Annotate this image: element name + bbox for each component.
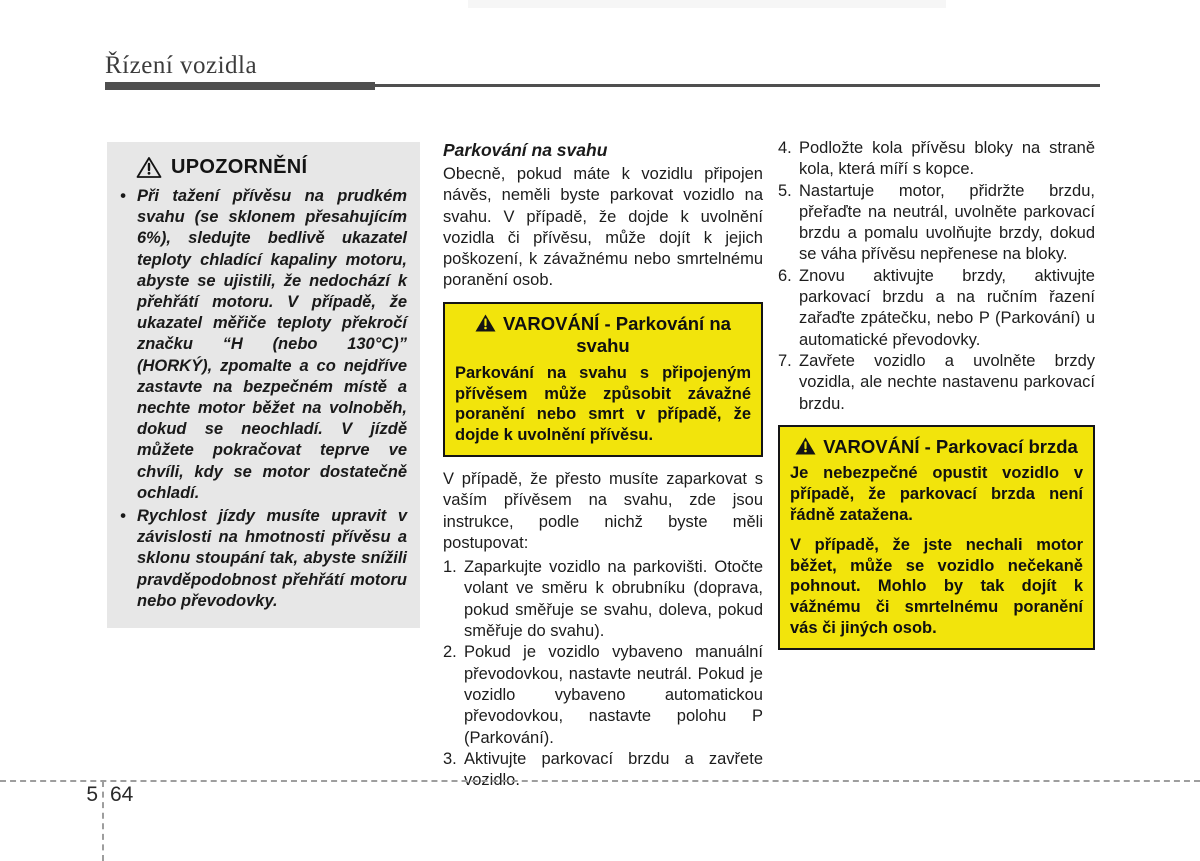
list-item xyxy=(778,181,1095,266)
list-item xyxy=(120,506,407,612)
caution-bullet-text: Rychlost jízdy musíte upravit v závislosti na hmotnosti přívěsu a sklonu stoupání tak, abyste snížili pravděpodobnost přehřátí motoru nebo převodovky. xyxy=(137,507,407,610)
step-text: Znovu aktivujte brzdy, aktivujte parkovací brzdu a na ručním řazení zařaďte zpátečku, nebo P (Parkování) u automatické převodovky. xyxy=(799,266,1095,349)
numbered-list xyxy=(443,557,763,791)
bullet-marker: • xyxy=(120,507,126,526)
warning-box-parking-brake xyxy=(778,425,1095,650)
warning-title xyxy=(790,436,1083,459)
warning-title xyxy=(455,313,751,358)
warning-title-text: VAROVÁNÍ - Parkování na svahu xyxy=(503,312,731,357)
step-text: Pokud je vozidlo vybaveno manuální převodovkou, nastavte neutrál. Pokud je vozidlo vybaveno automatickou převodovkou, nastavte polohu P (Parkování). xyxy=(464,643,763,747)
step-text: Aktivujte parkovací brzdu a zavřete vozidlo. xyxy=(464,749,763,790)
step-number: 6. xyxy=(778,266,792,285)
list-item xyxy=(120,186,407,504)
warning-box-parking-slope xyxy=(443,302,763,457)
step-text: Nastartuje motor, přidržte brzdu, přeřaďte na neutrál, uvolněte parkovací brzdu a pomalu uvolňujte brzdy, dokud se váha přívěsu nepřenese na bloky. xyxy=(799,181,1095,264)
caution-box-title xyxy=(120,156,407,179)
list-item xyxy=(443,642,763,748)
list-item xyxy=(778,351,1095,415)
list-item xyxy=(443,749,763,792)
cut-mark-vertical xyxy=(102,781,104,861)
warning-body-text: Parkování na svahu s připojeným přívěsem může způsobit závažné poranění nebo smrt v případě, že dojde k uvolnění přívěsu. xyxy=(455,363,751,445)
step-number: 4. xyxy=(778,139,792,157)
list-item xyxy=(778,138,1095,181)
step-number: 1. xyxy=(443,558,457,577)
paragraph: V případě, že přesto musíte zaparkovat s vaším přívěsem na svahu, zde jsou instrukce, podle nichž byste měli postupovat: xyxy=(443,469,763,552)
chapter-number: 5 xyxy=(86,783,98,806)
bullet-marker: • xyxy=(120,187,126,205)
caution-box xyxy=(107,142,420,628)
header-rule-thin xyxy=(375,84,1100,87)
caution-bullet-text: Při tažení přívěsu na prudkém svahu (se sklonem přesahujícím 6%), sledujte bedlivě ukazatel teploty chladící kapaliny motoru, abyste se ujistili, že nedochází k přehřátí motoru. V případě, že ukazatel měřiče teploty překročí značku “H (nebo 130°C)” (HORKÝ), zpomalte a co nejdříve zastavte na bezpečném místě a nechte motor běžet na volnoběh, dokud se neochladí. V jízdě můžete pokračovat teprve ve chvíli, kdy se motor dostatečně ochladí. xyxy=(137,187,407,502)
section-heading: Parkování na svahu xyxy=(443,140,608,160)
caution-title-text: UPOZORNĚNÍ xyxy=(171,156,308,178)
right-column xyxy=(778,138,1095,662)
step-number: 7. xyxy=(778,351,792,370)
scan-artifact-band xyxy=(468,0,946,8)
middle-column xyxy=(443,140,763,791)
paragraph: Obecně, pokud máte k vozidlu připojen návěs, neměli byste parkovat vozidlo na svahu. V případě, že dojde k uvolnění vozidla či přívěsu, může dojít k jejich poškození, k závažnému nebo smrtelnému poranění osob. xyxy=(443,165,763,290)
step-text: Zaparkujte vozidlo na parkovišti. Otočte volant ve směru k obrubníku (doprava, pokud směřuje se svahu, doleva, pokud směřuje do svahu). xyxy=(464,558,763,641)
header-rule-thick xyxy=(105,82,375,90)
step-number: 3. xyxy=(443,749,457,768)
numbered-list xyxy=(778,138,1095,415)
warning-body-text: V případě, že jste nechali motor běžet, může se vozidlo nečekaně pohnout. Mohlo by tak dojít k vážnému či smrtelnému poranění vás či jiných osob. xyxy=(790,535,1083,637)
cut-mark-horizontal xyxy=(0,780,1200,782)
page-title: Řízení vozidla xyxy=(105,52,258,79)
step-text: Zavřete vozidlo a uvolněte brzdy vozidla, ale nechte nastavenu parkovací brzdu. xyxy=(799,351,1095,413)
step-number: 2. xyxy=(443,643,457,662)
warning-body-text: Je nebezpečné opustit vozidlo v případě, že parkovací brzda není řádně zatažena. xyxy=(790,464,1083,524)
warning-title-text: VAROVÁNÍ - Parkovací brzda xyxy=(823,435,1078,457)
page-number: 64 xyxy=(110,783,134,806)
warning-triangle-icon xyxy=(475,314,496,332)
list-item xyxy=(778,266,1095,351)
list-item xyxy=(443,557,763,642)
warning-triangle-icon xyxy=(795,437,816,455)
warning-triangle-outline-icon xyxy=(136,156,162,179)
step-number: 5. xyxy=(778,181,792,200)
left-column xyxy=(107,142,420,628)
step-text: Podložte kola přívěsu bloky na straně kola, která míří s kopce. xyxy=(799,139,1095,179)
